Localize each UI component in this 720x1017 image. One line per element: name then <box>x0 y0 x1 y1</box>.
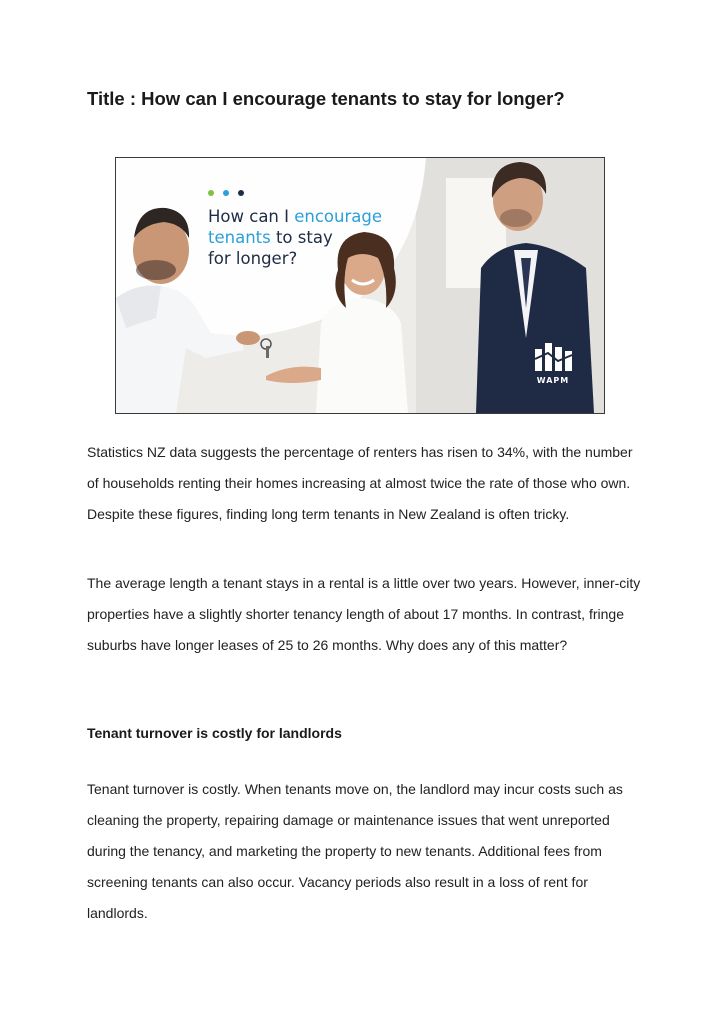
hero-illustration <box>116 158 604 413</box>
paragraph-statistics: Statistics NZ data suggests the percentage of renters has risen to 34%, with the number of households renting their homes increasing at almost twice the rate of those who own. Despite these figures, finding long term tenants in New Zealand is often tricky. <box>87 444 633 522</box>
blue-dot-icon <box>223 190 229 196</box>
decorative-dots <box>208 190 244 196</box>
headline-accent: encourage <box>294 207 383 226</box>
headline-text: How can I <box>208 207 295 226</box>
logo-text: WAPM <box>536 376 570 385</box>
hero-image <box>115 157 605 414</box>
paragraph-tenancy-length: The average length a tenant stays in a rental is a little over two years. However, inner-city properties have a slightly shorter tenancy length of about 17 months. In contrast, fringe suburbs have longer leases of 25 to 26 months. Why does any of this matter? <box>87 575 641 653</box>
headline-text: for longer? <box>208 249 298 268</box>
green-dot-icon <box>208 190 214 196</box>
headline-accent: tenants <box>208 228 271 247</box>
page-title: Title : How can I encourage tenants to stay for longer? <box>87 88 565 109</box>
hero-headline <box>208 206 382 269</box>
section-heading: Tenant turnover is costly for landlords <box>87 725 342 741</box>
wapm-logo <box>533 344 573 385</box>
navy-dot-icon <box>238 190 244 196</box>
headline-text: to stay <box>270 228 333 247</box>
paragraph-turnover: Tenant turnover is costly. When tenants move on, the landlord may incur costs such as cleaning the property, repairing damage or maintenance issues that went unreported during the tenancy, and marketing the property to new tenants. Additional fees from screening tenants can also occur. Vacancy periods also result in a loss of rent for landlords. <box>87 781 623 921</box>
